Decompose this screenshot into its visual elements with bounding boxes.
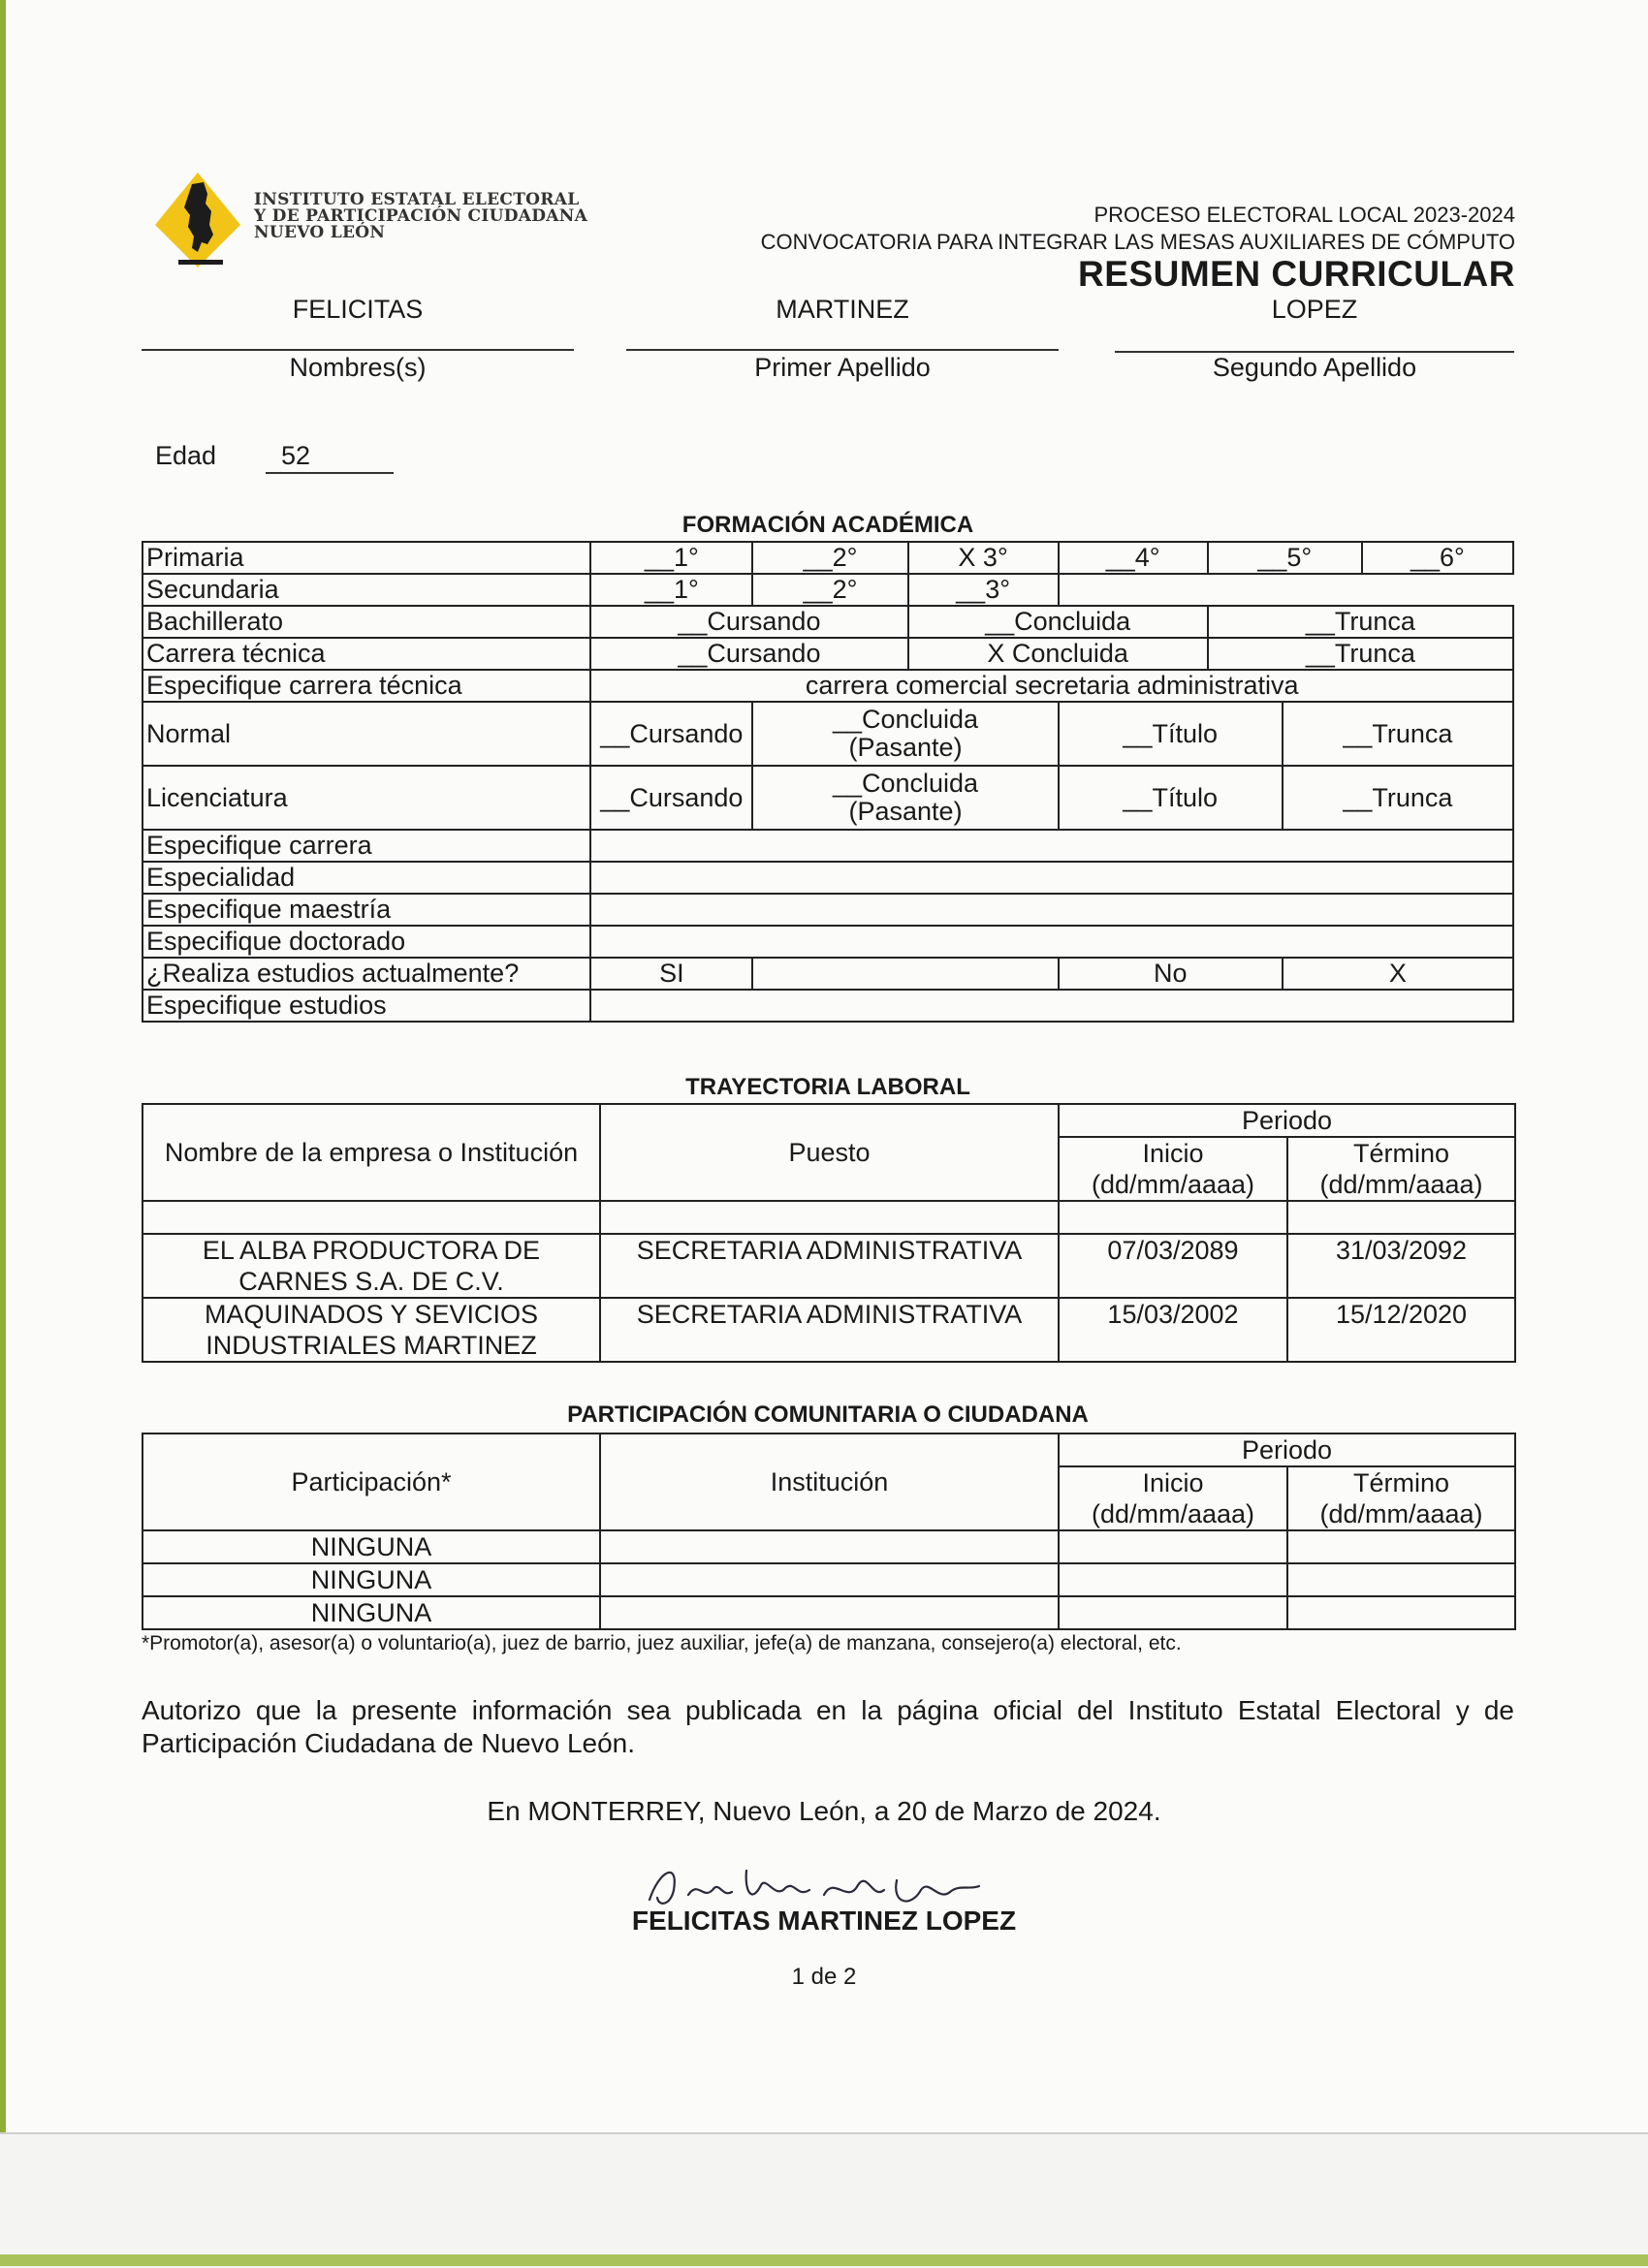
authorization-text: Autorizo que la presente información sea publicada en la página oficial del Instituto Estatal Electoral y de Participación Ciudadana de Nuevo León. <box>142 1695 1514 1758</box>
especifique-estudios-label: Especifique estudios <box>143 990 590 1022</box>
especifique-tecnica-label: Especifique carrera técnica <box>143 670 590 702</box>
last-name-2-value: LOPEZ <box>1271 295 1358 324</box>
primaria-opt-4: __4° <box>1059 542 1208 574</box>
primaria-opt-2: __2° <box>752 542 907 574</box>
bachillerato-label: Bachillerato <box>143 606 590 638</box>
laboral-inicio: 15/03/2002 <box>1059 1298 1287 1362</box>
scan-bottom-green <box>0 2254 1648 2266</box>
row-carrera-tecnica <box>143 638 1513 670</box>
primaria-opt-1: __1° <box>590 542 752 574</box>
table-row <box>143 1530 1515 1563</box>
licenciatura-opt-3: __Título <box>1059 766 1283 830</box>
row-especifique-carrera <box>143 830 1513 862</box>
scan-bottom-strip <box>0 2132 1648 2268</box>
secundaria-label: Secundaria <box>143 574 590 606</box>
participacion-value: NINGUNA <box>143 1596 600 1629</box>
estudios-actual-label: ¿Realiza estudios actualmente? <box>143 958 590 990</box>
table-cell <box>600 1201 1059 1234</box>
participacion-footnote: *Promotor(a), asesor(a) o voluntario(a), juez de barrio, juez auxiliar, jefe(a) de manzana, consejero(a) electoral, etc. <box>142 1632 1182 1654</box>
last-name-1-line <box>626 349 1059 351</box>
secundaria-opt-3: __3° <box>908 574 1059 606</box>
signer-name: FELICITAS MARTINEZ LOPEZ <box>631 1906 1017 1936</box>
laboral-empty-row <box>143 1201 1515 1234</box>
especifique-carrera-value <box>590 830 1513 862</box>
laboral-header-periodo: Periodo <box>1059 1104 1515 1137</box>
laboral-termino: 15/12/2020 <box>1287 1298 1515 1362</box>
primaria-opt-6: __6° <box>1362 542 1513 574</box>
row-maestria <box>143 894 1513 926</box>
table-cell <box>1287 1530 1515 1563</box>
participacion-header-participacion: Participación* <box>143 1433 600 1530</box>
especifique-estudios-value <box>590 990 1513 1022</box>
table-cell <box>1287 1596 1515 1629</box>
row-especifique-estudios <box>143 990 1513 1022</box>
maestria-label: Especifique maestría <box>143 894 590 926</box>
carrera-tecnica-opt-3: __Trunca <box>1208 638 1513 670</box>
table-cell <box>1287 1201 1515 1234</box>
laboral-puesto: SECRETARIA ADMINISTRATIVA <box>600 1298 1059 1362</box>
participacion-value: NINGUNA <box>143 1563 600 1596</box>
normal-label: Normal <box>143 702 590 766</box>
estudios-no-mark: X <box>1283 958 1513 990</box>
last-name-2-label: Segundo Apellido <box>1212 353 1417 382</box>
especifique-carrera-label: Especifique carrera <box>143 830 590 862</box>
first-name-label: Nombres(s) <box>289 353 427 382</box>
table-cell <box>1059 1201 1287 1234</box>
carrera-tecnica-opt-1: __Cursando <box>590 638 907 670</box>
especialidad-label: Especialidad <box>143 862 590 894</box>
participacion-value: NINGUNA <box>143 1530 600 1563</box>
participacion-table <box>142 1433 1516 1630</box>
table-cell <box>600 1596 1059 1629</box>
laboral-termino: 31/03/2092 <box>1287 1234 1515 1298</box>
laboral-empresa: MAQUINADOS Y SEVICIOS INDUSTRIALES MARTINEZ <box>143 1298 600 1362</box>
doctorado-label: Especifique doctorado <box>143 926 590 958</box>
normal-opt-4: __Trunca <box>1283 702 1513 766</box>
bachillerato-opt-3: __Trunca <box>1208 606 1513 638</box>
laboral-empresa: EL ALBA PRODUCTORA DE CARNES S.A. DE C.V. <box>143 1234 600 1298</box>
iee-logo-icon <box>153 171 242 271</box>
call-name: CONVOCATORIA PARA INTEGRAR LAS MESAS AUXILIARES DE CÓMPUTO <box>760 230 1515 254</box>
table-row <box>143 1234 1515 1298</box>
institute-line: Y DE PARTICIPACIÓN CIUDADANA <box>254 206 588 226</box>
licenciatura-label: Licenciatura <box>143 766 590 830</box>
laboral-header-puesto: Puesto <box>600 1104 1059 1201</box>
participacion-header-periodo: Periodo <box>1059 1433 1515 1466</box>
licenciatura-opt-2: __Concluida (Pasante) <box>752 766 1058 830</box>
institute-name <box>254 192 587 241</box>
laboral-header-row-1 <box>143 1104 1515 1137</box>
primaria-label: Primaria <box>143 542 590 574</box>
carrera-tecnica-label: Carrera técnica <box>143 638 590 670</box>
institute-line: NUEVO LEÓN <box>254 223 386 242</box>
estudios-no-label: No <box>1059 958 1283 990</box>
table-cell <box>1059 1596 1287 1629</box>
row-licenciatura <box>143 766 1513 830</box>
participacion-header-institucion: Institución <box>600 1433 1059 1530</box>
first-name-value: FELICITAS <box>292 295 424 324</box>
normal-opt-2: __Concluida (Pasante) <box>752 702 1058 766</box>
table-cell <box>600 1530 1059 1563</box>
participacion-title: PARTICIPACIÓN COMUNITARIA O CIUDADANA <box>567 1402 1089 1428</box>
primaria-opt-3: X 3° <box>908 542 1059 574</box>
bachillerato-opt-1: __Cursando <box>590 606 907 638</box>
participacion-header-termino: Término (dd/mm/aaaa) <box>1287 1466 1515 1530</box>
secundaria-opt-1: __1° <box>590 574 752 606</box>
licenciatura-opt-1: __Cursando <box>590 766 752 830</box>
table-cell <box>1059 1563 1287 1596</box>
laboral-header-inicio: Inicio (dd/mm/aaaa) <box>1059 1137 1287 1201</box>
estudios-si-label: SI <box>590 958 752 990</box>
row-bachillerato <box>143 606 1513 638</box>
last-name-1-value: MARTINEZ <box>776 295 909 324</box>
row-normal <box>143 702 1513 766</box>
laboral-inicio: 07/03/2089 <box>1059 1234 1287 1298</box>
licenciatura-opt-4: __Trunca <box>1283 766 1513 830</box>
process-name: PROCESO ELECTORAL LOCAL 2023-2024 <box>1093 203 1515 227</box>
secundaria-empty <box>1059 574 1513 606</box>
table-cell <box>1059 1530 1287 1563</box>
laboral-header-empresa: Nombre de la empresa o Institución <box>143 1104 600 1201</box>
secundaria-opt-2: __2° <box>752 574 907 606</box>
especifique-tecnica-value: carrera comercial secretaria administrativa <box>590 670 1513 702</box>
age-value: 52 <box>266 441 394 474</box>
document-title: RESUMEN CURRICULAR <box>1078 254 1515 294</box>
table-cell <box>143 1201 600 1234</box>
page-number: 1 de 2 <box>791 1964 857 1990</box>
row-doctorado <box>143 926 1513 958</box>
age-label: Edad <box>155 441 217 470</box>
row-estudios-actual <box>143 958 1513 990</box>
laboral-puesto: SECRETARIA ADMINISTRATIVA <box>600 1234 1059 1298</box>
primaria-opt-5: __5° <box>1208 542 1362 574</box>
table-cell <box>600 1563 1059 1596</box>
normal-opt-1: __Cursando <box>590 702 752 766</box>
row-primaria <box>143 542 1513 574</box>
table-row <box>143 1596 1515 1629</box>
table-row <box>143 1298 1515 1362</box>
place-date: En MONTERREY, Nuevo León, a 20 de Marzo de 2024. <box>487 1796 1161 1826</box>
maestria-value <box>590 894 1513 926</box>
bachillerato-opt-2: __Concluida <box>908 606 1208 638</box>
doctorado-value <box>590 926 1513 958</box>
formacion-title: FORMACIÓN ACADÉMICA <box>681 512 974 538</box>
table-row <box>143 1563 1515 1596</box>
table-cell <box>1287 1563 1515 1596</box>
institute-line: INSTITUTO ESTATAL ELECTORAL <box>254 190 580 209</box>
laboral-table <box>142 1103 1516 1363</box>
row-especialidad <box>143 862 1513 894</box>
process-header <box>761 202 1515 256</box>
laboral-title: TRAYECTORIA LABORAL <box>685 1074 970 1100</box>
last-name-1-label: Primer Apellido <box>754 353 931 382</box>
row-especifique-tecnica <box>143 670 1513 702</box>
formacion-table <box>142 541 1514 1023</box>
especialidad-value <box>590 862 1513 894</box>
first-name-line <box>142 349 574 351</box>
laboral-header-termino: Término (dd/mm/aaaa) <box>1287 1137 1515 1201</box>
normal-opt-3: __Título <box>1059 702 1283 766</box>
estudios-si-mark <box>752 958 1058 990</box>
participacion-header-inicio: Inicio (dd/mm/aaaa) <box>1059 1466 1287 1530</box>
participacion-header-row-1 <box>143 1433 1515 1466</box>
carrera-tecnica-opt-2: X Concluida <box>908 638 1208 670</box>
row-secundaria <box>143 574 1513 606</box>
